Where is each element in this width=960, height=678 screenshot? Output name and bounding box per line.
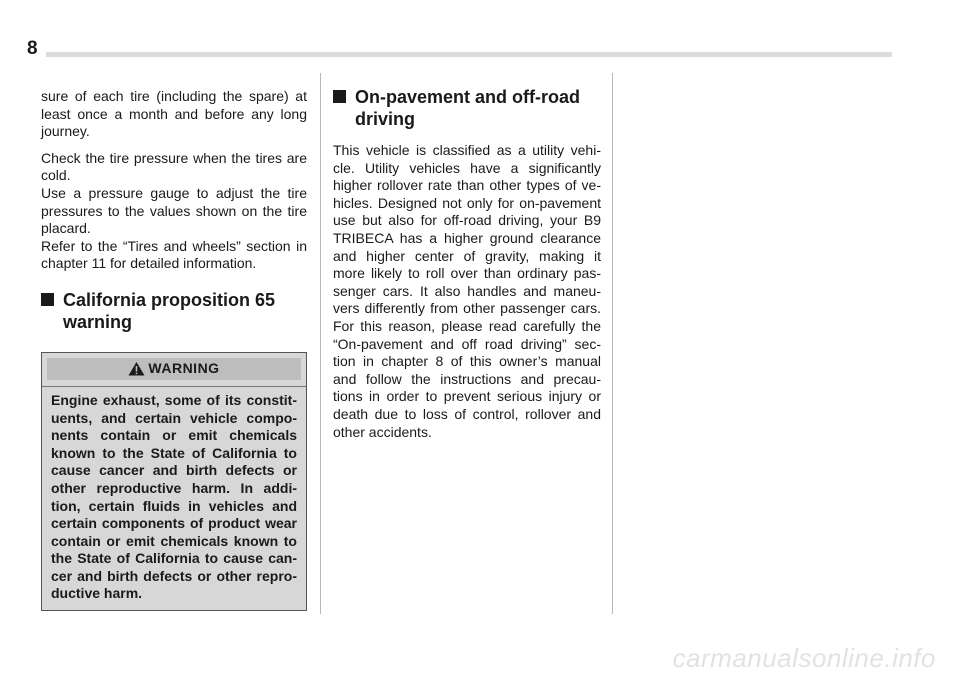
heading-california-prop-65 [41,289,307,333]
warning-triangle-icon [128,361,145,376]
warning-header [47,358,301,380]
warning-text: Engine exhaust, some of its constit-uents, and certain vehicle compo-nents contain or emit chemicals known to the State of California to cause cancer and birth defects or other reproductive harm. In addi-tion, certain fluids in vehicles and certain components of product wear contain or emit chemicals known to the State of California to cause can-cer and birth defects or other repro-ductive harm. [51,391,297,602]
paragraph-utility-vehicle: This vehicle is classified as a utility vehi-cle. Utility vehicles have a significantly higher rollover rate than other types of ve-hicles. Designed not only for on-pavement use but also for off-road driving, your B9 TRIBECA has a higher ground clearance and higher center of gravity, making it more likely to roll over than ordinary pas-senger cars. It also handles and maneu-vers differently from other passenger cars. For this reason, please read carefully the “On-pavement and off road driving” sec-tion in chapter 8 of this owner’s manual and follow the instructions and precau-tions in order to prevent serious injury or death due to loss of control, rollover and other accidents. [333,142,601,440]
page-number: 8 [27,38,38,59]
heading-text: On-pavement and off-road driving [355,87,581,129]
right-column [333,86,601,441]
warning-label: WARNING [148,360,220,377]
paragraph-refer-section: Refer to the “Tires and wheels” section in chapter 11 for detailed information. [41,237,307,272]
left-column [41,88,307,611]
square-bullet-icon [41,293,54,306]
paragraph-tire-check: sure of each tire (including the spare) at least once a month and before any long journey. [41,88,307,140]
paragraph-pressure-gauge: Use a pressure gauge to adjust the tire pressures to the values shown on the tire placard. [41,184,307,237]
paragraph-cold-tires: Check the tire pressure when the tires are cold. [41,149,307,184]
heading-on-pavement-off-road [333,86,601,130]
column-divider-left [320,73,321,614]
heading-text: California proposition 65 warning [63,289,276,332]
square-bullet-icon [333,90,346,103]
warning-box [41,352,307,611]
header-rule [46,52,892,57]
watermark: carmanualsonline.info [672,643,936,673]
column-divider-right [612,73,613,614]
